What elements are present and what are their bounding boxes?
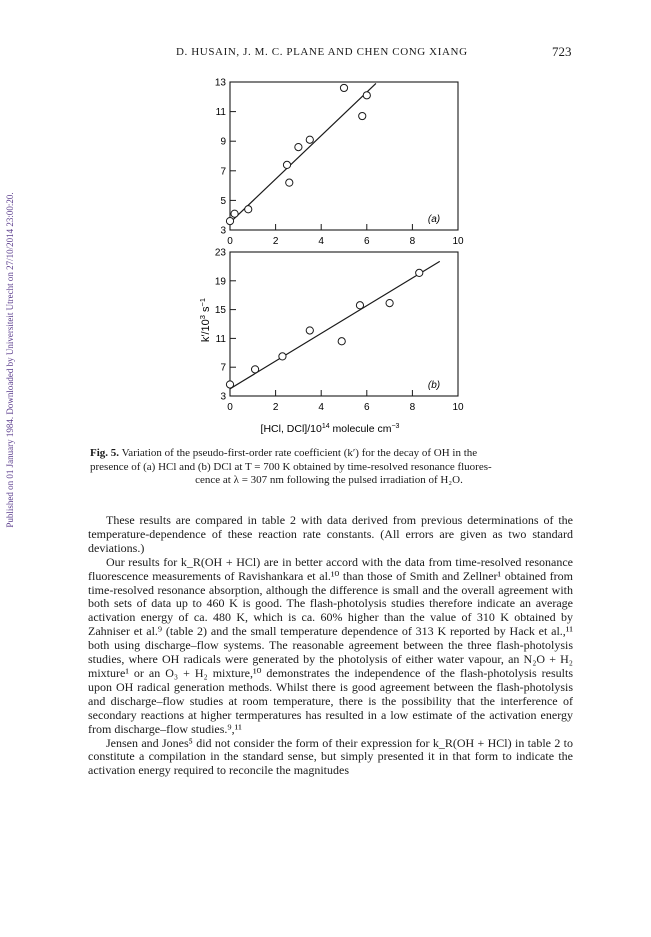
y-tick-label-a: 5 [220,195,226,207]
y-tick-label-b: 11 [215,333,226,345]
y-tick-label-a: 7 [220,166,226,178]
data-point-a [245,206,252,213]
figure-caption [90,447,568,488]
x-tick-label-b: 10 [452,402,464,413]
data-point-a [286,179,293,186]
x-tick-label-b: 0 [227,402,233,413]
data-point-b [251,366,258,373]
data-point-a [340,84,347,91]
panel-label-b: (b) [427,380,441,391]
x-tick-label-a: 0 [227,236,233,247]
paragraph: These results are compared in table 2 with data derived from previous determinations of the temperature-dependence of these reaction rate constants. (All errors are given as two standard deviations.) [88,513,573,555]
x-tick-label-a: 4 [318,236,324,247]
data-point-a [231,210,238,217]
panel-label-a: (a) [427,214,441,225]
running-head: D. HUSAIN, J. M. C. PLANE AND CHEN CONG XIANG [176,46,468,58]
data-point-b [226,381,233,388]
data-point-a [306,136,313,143]
x-tick-label-a: 8 [409,236,416,247]
x-tick-label-b: 8 [409,402,416,413]
x-tick-label-b: 4 [318,402,324,413]
x-tick-label-a: 10 [452,236,464,247]
y-tick-label-a: 11 [215,107,226,119]
y-axis-label: $k'/10^3$ $s^{-1}$ [198,297,212,343]
paragraph: Jensen and Jones⁵ did not consider the form of their expression for k_R(OH + HCl) in table 2 to constitute a compilation in the standard sense, but simply presented it in that form to indicate the activation energy required to reconcile the magnitudes [88,735,573,778]
x-tick-label-b: 2 [272,402,279,413]
x-tick-label-b: 6 [364,402,370,413]
data-point-a [226,218,233,225]
page-number: 723 [552,44,572,59]
caption-line-3: cence at λ = 307 nm following the pulsed irradiation of H₂O. [195,474,463,486]
x-axis-label: [HCl, $DCl]/10^{14}$ molecule $cm^{-3}$ [260,423,400,435]
caption-line-1: Variation of the pseudo-first-order rate coefficient (k′) for the decay of OH in the [119,447,478,459]
y-tick-label-b: 3 [220,391,226,403]
data-point-a [295,144,302,151]
caption-line-2: presence of (a) HCl and (b) DCl at T = 700 K obtained by time-resolved resonance fluores- [90,460,492,473]
plot-frame-b [230,252,458,396]
y-tick-label-b: 23 [214,247,226,259]
caption-label: Fig. 5. [90,447,120,459]
panel-a [215,78,464,248]
data-point-b [338,338,345,345]
data-point-b [386,300,393,307]
data-point-a [359,112,366,119]
plot-frame-a [230,82,458,230]
paragraph: Our results for k_R(OH + HCl) are in better accord with the data from time-resolved resonance fluorescence measurements of Ravishankara et al.¹⁰ than those of Smith and Zellner¹ obtained from time-resolved resonance absorption, although the difference is small and the overall agreement with both sets of data up to 460 K is good. The flash-photolysis studies therefore indicate an average activation energy of ca. 480 K, which is ca. 60% higher than the value of 310 K obtained by Zahniser et al.⁹ (table 2) and the small temperature dependence of 313 K reported by Hack et al.,¹¹ both using discharge–flow systems. The reasonable agreement between the three flash-photolysis studies, where OH radicals were generated by the photolysis of either water vapour, an N₂O + H₂ mixture¹ or an O₃ + H₂ mixture,¹⁰ demonstrates the independence of the flash-photolysis results upon OH radical generation methods. Whilst there is good agreement between the flash-photolysis and discharge–flow studies at room temperature, there is the possibility that the interference of secondary reactions at higher termperatures has resulted in a low estimate of the activation energy from discharge–flow studies.⁹,¹¹ [88,554,573,736]
data-point-b [356,302,363,309]
figure-5 [0,0,651,445]
data-point-b [306,327,313,334]
data-point-b [279,353,286,360]
fit-line-a [230,83,376,222]
panel-b [215,248,464,414]
y-tick-label-a: 3 [220,225,226,237]
y-tick-label-b: 7 [220,362,226,374]
x-tick-label-a: 6 [364,236,370,247]
y-tick-label-b: 15 [214,305,226,317]
data-point-a [363,92,370,99]
y-tick-label-a: 9 [220,136,226,148]
y-tick-label-a: 13 [214,77,226,89]
data-point-a [283,161,290,168]
data-point-b [416,269,423,276]
download-watermark: Published on 01 January 1984. Downloaded by Universiteit Utrecht on 27/10/2014 23:00:20. [5,192,15,528]
body-text [88,514,573,778]
y-tick-label-b: 19 [214,276,226,288]
x-tick-label-a: 2 [272,236,279,247]
fit-line-b [230,261,440,388]
